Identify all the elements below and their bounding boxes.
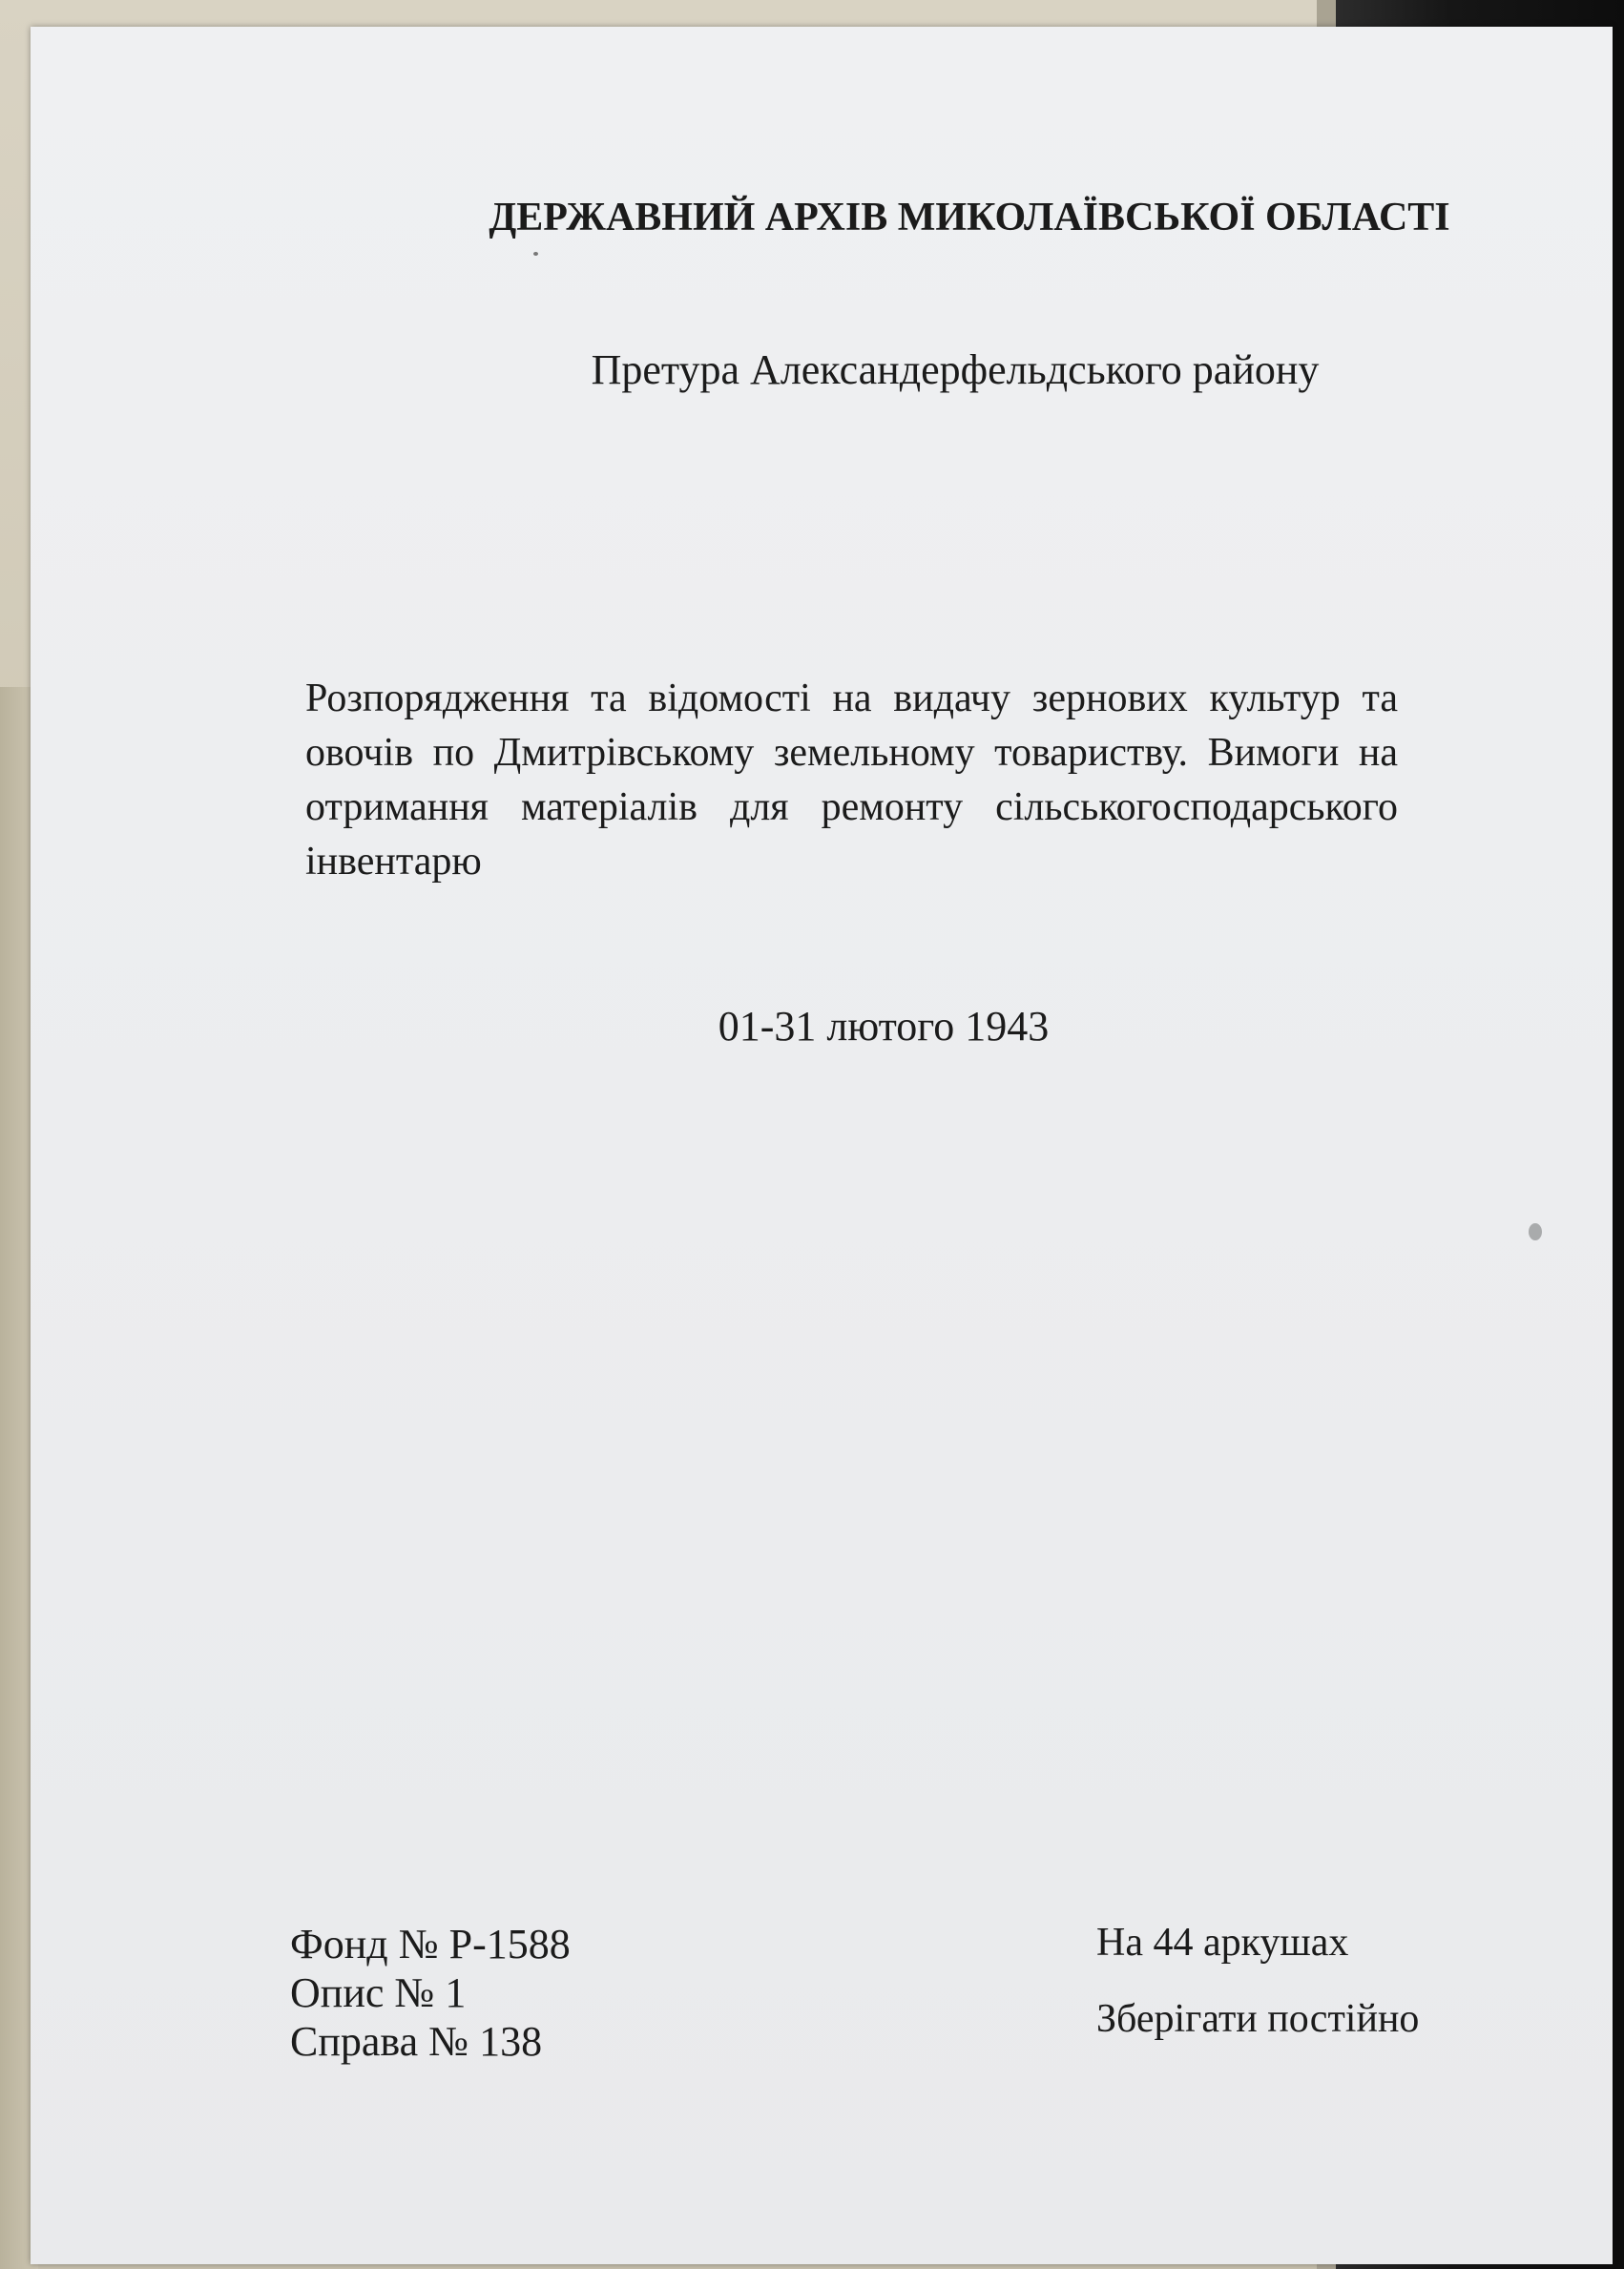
archive-references [290, 1920, 571, 2066]
retention-note: Зберігати постійно [1096, 1997, 1420, 2041]
document-sheet [31, 27, 1613, 2264]
case-meta [1096, 1920, 1419, 2042]
punch-hole-mark [1529, 1223, 1542, 1240]
sprava-number: Справа № 138 [290, 2018, 543, 2065]
page-count: На 44 аркушах [1096, 1921, 1349, 1965]
paper-speck [533, 252, 538, 256]
fond-number: Фонд № Р-1588 [290, 1921, 571, 1967]
institution-title: Претура Александерфельдського району [591, 346, 1320, 393]
date-range: 01-31 лютого 1943 [718, 1003, 1050, 1050]
case-description: Розпорядження та відомості на видачу зернових культур та овочів по Дмитрівському земельному товариству. Вимоги на отримання матеріалів для ремонту сільськогосподарського інвентарю [305, 677, 1398, 884]
archive-heading: ДЕРЖАВНИЙ АРХІВ МИКОЛАЇВСЬКОЇ ОБЛАСТІ [489, 196, 1450, 239]
opys-number: Опис № 1 [290, 1969, 467, 2016]
